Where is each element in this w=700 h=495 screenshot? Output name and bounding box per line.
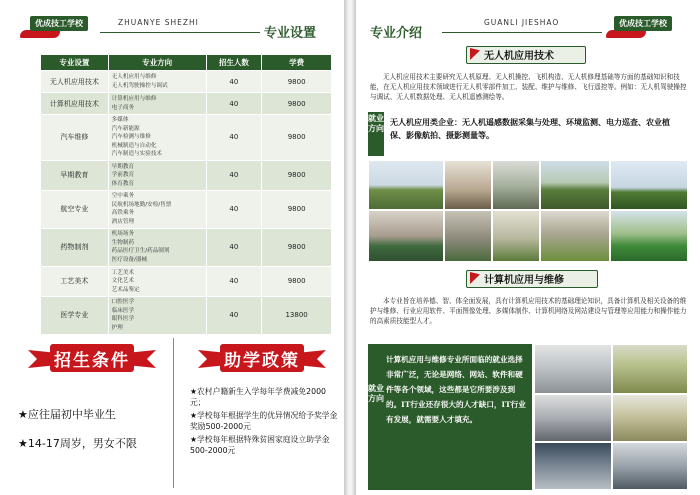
program-directions (108, 115, 206, 161)
computer-description: 本专业旨在培养德、智、体全面发展，具有计算机应用技术的基础理论知识，具备计算机及相关设备的维护与维修、行业应用软件、平面图像处理、多媒体制作、计算机网络及网站建设与管理等应用能力和操作能力的高素质技能型人才。 (370, 297, 687, 326)
tuition-fee: 9800 (262, 228, 332, 266)
direction-item: 机械制造与自动化 (111, 142, 157, 149)
enrollment-count: 40 (206, 160, 262, 190)
program-name: 航空专业 (41, 190, 109, 228)
logo-swoosh (20, 30, 60, 38)
computer-jobs-box (368, 344, 532, 490)
page-title: 专业介绍 (370, 26, 423, 41)
computer-jobs-text: 计算机应用与维修专业所面临的就业选择非常广泛，无论是网络、网站、软件和硬件等各个领域，这些都是它所要涉及到的。IT行业还存很大的人才缺口，IT行业有发展，就需要人才填充。 (386, 355, 526, 424)
drone-photo (492, 160, 540, 210)
drone-photo (610, 210, 688, 262)
enrollment-count: 40 (206, 115, 262, 161)
page-title: 专业设置 (264, 26, 317, 41)
enrollment-count: 40 (206, 266, 262, 296)
direction-item: 工艺美术 (111, 269, 135, 276)
direction-item: 无人机驾驶操控与调试 (111, 82, 168, 89)
aid-title: 助学政策 (224, 351, 300, 371)
program-name: 计算机应用技术 (41, 93, 109, 115)
direction-item: 多媒体 (111, 117, 129, 123)
drone-photo (492, 210, 540, 262)
drone-photo (444, 160, 492, 210)
computer-photo (612, 442, 688, 490)
column-header: 专业方向 (108, 55, 206, 71)
direction-item: 医疗设备/器械 (111, 257, 148, 264)
column-header: 专业设置 (41, 55, 109, 71)
tuition-fee: 9800 (262, 115, 332, 161)
direction-item: 药品医疗卫生/药品制剂 (111, 248, 170, 255)
program-directions (108, 190, 206, 228)
program-name: 工艺美术 (41, 266, 109, 296)
table-header-row (41, 55, 332, 71)
direction-item: 民航机场地勤/安检/售票 (111, 201, 172, 208)
left-header (0, 14, 344, 44)
direction-item: 眼科医学 (111, 316, 135, 323)
tuition-fee: 9800 (262, 160, 332, 190)
column-header: 招生人数 (206, 55, 262, 71)
direction-item: 生物制药 (111, 239, 135, 246)
computer-photo (612, 394, 688, 442)
tuition-fee: 9800 (262, 93, 332, 115)
direction-item: 机场场务 (111, 231, 135, 238)
drone-photo (540, 160, 610, 210)
header-pinyin: GUANLI JIESHAO (484, 18, 560, 27)
direction-item: 临床医学 (111, 307, 135, 314)
program-directions (108, 160, 206, 190)
drone-title: 无人机应用技术 (484, 51, 554, 62)
program-name: 无人机应用技术 (41, 71, 109, 93)
enrollment-count: 40 (206, 296, 262, 334)
drone-jobs-label: 就业方向 (368, 112, 384, 156)
program-name: 汽车维修 (41, 115, 109, 161)
left-page (0, 0, 344, 495)
enrollment-count: 40 (206, 190, 262, 228)
direction-item: 学前教育 (111, 172, 135, 179)
program-directions (108, 266, 206, 296)
drone-jobs-text: 无人机应用类企业：无人机遥感数据采集与处理、环境监测、电力巡查、农业植保、影像航拍、摄影测量等。 (390, 117, 670, 140)
drone-photo (610, 160, 688, 210)
program-name: 药物制剂 (41, 228, 109, 266)
program-name: 医学专业 (41, 296, 109, 334)
program-directions (108, 296, 206, 334)
drone-description: 无人机应用技术主要研究无人机原理、无人机操控、飞机构造、无人机修理基础等方面的基础知识和技能，在无人机应用技术领域进行无人机零部件加工、装配、维护与维修、飞行遥控等。例如：无人机驾驶操控与调试、无人机数据处理、无人机遥感测绘等。 (370, 73, 687, 102)
aid-item: ★学校每年根据学生的优异情况给予奖学金奖励500-2000元 (190, 411, 338, 431)
computer-photo (534, 394, 612, 442)
logo-swoosh (606, 30, 646, 38)
direction-item: 汽车新能源 (111, 125, 140, 132)
computer-photo (612, 344, 688, 394)
tuition-fee: 9800 (262, 71, 332, 93)
direction-item: 计算机应用与维修 (111, 95, 157, 102)
drone-photo (444, 210, 492, 262)
enrollment-count: 40 (206, 71, 262, 93)
admission-item: ★14-17周岁，男女不限 (18, 437, 137, 450)
direction-item: 护理 (111, 325, 123, 332)
aid-list (190, 386, 338, 456)
program-directions (108, 93, 206, 115)
direction-item: 文化艺术 (111, 278, 135, 285)
computer-photo (534, 344, 612, 394)
page-gutter (344, 0, 356, 495)
table-row (41, 115, 332, 161)
direction-item: 高铁乘务 (111, 210, 135, 217)
table-row (41, 71, 332, 93)
panel-divider (173, 338, 174, 488)
header-pinyin: ZHUANYE SHEZHI (118, 18, 199, 27)
program-table (40, 54, 332, 335)
direction-item: 汽车制造与实验技术 (111, 151, 163, 158)
column-header: 学费 (262, 55, 332, 71)
drone-jobs-box (368, 112, 688, 156)
tuition-fee: 13800 (262, 296, 332, 334)
direction-item: 口腔医学 (111, 299, 135, 306)
table-row (41, 296, 332, 334)
admission-item: ★应往届初中毕业生 (18, 408, 116, 421)
enrollment-count: 40 (206, 228, 262, 266)
direction-item: 体育教育 (111, 180, 135, 187)
table-row (41, 190, 332, 228)
school-badge: 优成技工学校 (30, 16, 88, 31)
direction-item: 电子商务 (111, 104, 135, 111)
drone-photo (368, 210, 444, 262)
table-row (41, 228, 332, 266)
computer-photo (534, 442, 612, 490)
computer-jobs-label: 就业方向 (368, 384, 384, 403)
direction-item: 酒店管理 (111, 219, 135, 226)
program-directions (108, 71, 206, 93)
drone-photo (368, 160, 444, 210)
admission-title: 招生条件 (54, 351, 130, 371)
drone-section-header (466, 44, 590, 66)
header-rule (100, 32, 260, 33)
tuition-fee: 9800 (262, 266, 332, 296)
direction-item: 早期教育 (111, 163, 135, 170)
aid-item: ★农村户籍新生入学每年学费减免2000元； (190, 387, 326, 407)
admission-list (18, 404, 178, 454)
program-directions (108, 228, 206, 266)
aid-ribbon (198, 342, 326, 376)
aid-item: ★学校每年根据特殊贫困家庭设立助学金500-2000元 (190, 435, 330, 455)
direction-item: 无人机应用与维修 (111, 73, 157, 80)
tuition-fee: 9800 (262, 190, 332, 228)
school-badge: 优成技工学校 (614, 16, 672, 31)
direction-item: 空中乘务 (111, 193, 135, 200)
direction-item: 汽车检测与维修 (111, 134, 151, 141)
header-rule (442, 32, 602, 33)
right-page (356, 0, 700, 495)
program-name: 早期教育 (41, 160, 109, 190)
table-row (41, 93, 332, 115)
computer-section-header (466, 268, 602, 290)
computer-title: 计算机应用与维修 (484, 275, 564, 286)
enrollment-count: 40 (206, 93, 262, 115)
table-row (41, 266, 332, 296)
admission-ribbon (28, 342, 156, 376)
drone-photo (540, 210, 610, 262)
direction-item: 艺术品鉴定 (111, 286, 140, 293)
right-header (356, 14, 700, 44)
table-row (41, 160, 332, 190)
